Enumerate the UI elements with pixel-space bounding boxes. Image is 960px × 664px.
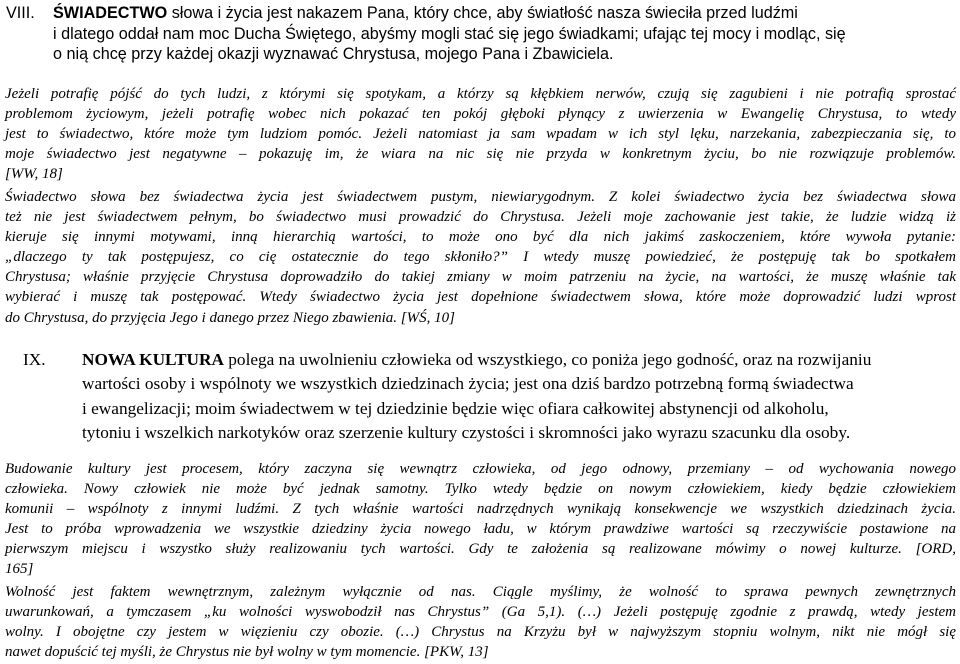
section-9-paragraph-1 bbox=[5, 459, 956, 580]
section-8-keyword: ŚWIADECTWO bbox=[53, 4, 168, 22]
paragraph-line: problemom życiowym, jeżeli potrafię wobec nich pokazać ten pokój głęboki płynący z uwierzenia w Ewangelię Chrystusa, to wtedy bbox=[5, 106, 956, 123]
section-9-heading-line-2: wartości osoby i wspólnoty we wszystkich dziedzinach życia; jest ona dziś bardzo potrzebną formą świadectwa bbox=[82, 374, 854, 394]
section-9-paragraph-2 bbox=[5, 582, 956, 662]
paragraph-line: moje świadectwo jest negatywne – pokazuję im, że wiara na nic się nie przyda w konkretnym życiu, bo nie rozwiązuje problemów. bbox=[5, 146, 956, 163]
paragraph-line: komunii – wspólnoty z innymi ludźmi. Z tych właśnie wartości nadrzędnych wynikają konsekwencje we wszystkich dziedzinach życia. bbox=[5, 501, 956, 518]
section-8-paragraph-2 bbox=[5, 187, 956, 328]
paragraph-line: 165] bbox=[5, 561, 34, 578]
paragraph-line: [WW, 18] bbox=[5, 166, 63, 183]
paragraph-line: „dlaczego ty tak postępujesz, co cię ostatecznie do tego skłoniło?” I wtedy muszę powiedzieć, że postępuję tak bo spotkałem bbox=[5, 249, 956, 266]
section-8-heading-line-3: o nią chcę przy każdej okazji wyznawać Chrystusa, mojego Pana i Zbawiciela. bbox=[53, 45, 614, 63]
paragraph-line: nawet dopuścić tej myśli, że Chrystus nie był wolny w tym momencie. [PKW, 13] bbox=[5, 644, 489, 661]
paragraph-line: Świadectwo słowa bez świadectwa życia jest świadectwem pustym, niewiarygodnym. Z kolei świadectwo życia bez świadectwa słowa bbox=[5, 189, 956, 205]
paragraph-line: człowieka. Nowy człowiek nie może być jednak samotny. Tylko wtedy będzie on nowym człowiekiem, kiedy będzie człowiekiem bbox=[5, 481, 956, 498]
paragraph-line: Budowanie kultury jest procesem, który zaczyna się wewnątrz człowieka, od jego odnowy, przemiany – od wychowania nowego bbox=[5, 461, 956, 477]
section-9-heading-line-1: NOWA KULTURA polega na uwolnieniu człowieka od wszystkiego, co poniża jego godność, oraz na rozwijaniu bbox=[82, 350, 872, 369]
section-9-heading-line-4: tytoniu i wszelkich narkotyków oraz szerzenie kultury czystości i skromności jako wyrazu szacunku dla osoby. bbox=[82, 423, 851, 443]
section-8-paragraph-1 bbox=[5, 84, 956, 184]
section-8-heading-text bbox=[53, 3, 953, 65]
paragraph-line: pierwszym miejscu i wszystko służy realizowaniu tych wartości. Gdy te założenia są realizowane mówimy o nowej kulturze. [ORD, bbox=[5, 541, 956, 558]
section-8-heading-line-2: i dlatego oddał nam moc Ducha Świętego, abyśmy mogli stać się jego świadkami; ufając tej mocy i modląc, się bbox=[53, 24, 846, 43]
section-9-heading-text bbox=[82, 348, 960, 446]
section-9-heading-line-3: i ewangelizacji; moim świadectwem w tej dziedzinie będzie więc ofiara całkowitej abstynencji od alkoholu, bbox=[82, 398, 829, 418]
section-9-keyword: NOWA KULTURA bbox=[82, 350, 224, 369]
section-8-heading-line-1: ŚWIADECTWO słowa i życia jest nakazem Pana, który chce, aby światłość nasza świeciła przed ludźmi bbox=[53, 4, 798, 22]
paragraph-line: wybierać i muszę tak postępować. Wtedy świadectwo życia jest dopełnione świadectwem słowa, które może doprowadzić ludzi wprost bbox=[5, 289, 956, 306]
paragraph-line: też nie jest świadectwem pełnym, bo świadectwo musi prowadzić do Chrystusa. Jeżeli moje zachowanie jest takie, że ludzie widzą iż bbox=[5, 209, 956, 226]
section-8-number: VIII. bbox=[6, 4, 35, 22]
paragraph-line: Wolność jest faktem wewnętrznym, zależnym wyłącznie od nas. Ciągle myślimy, że wolność to sprawa pewnych zewnętrznych bbox=[5, 584, 956, 600]
paragraph-line: uwarunkowań, a tymczasem „ku wolności wyswobodził nas Chrystus” (Ga 5,1). (…) Jeżeli postępuję zgodnie z prawdą, wtedy jestem bbox=[5, 604, 956, 621]
section-9-number: IX. bbox=[23, 350, 46, 369]
paragraph-line: wolny. I obojętne czy jestem w więzieniu czy obozie. (…) Chrystus na Krzyżu był w najwyższym stopniu wolnym, nikt nie mógł się bbox=[5, 624, 956, 641]
paragraph-line: jest to świadectwo, które może tym ludziom pomóc. Jeżeli natomiast ja sam wpadam w ich styl lęku, narzekania, zabezpieczania się, to bbox=[5, 126, 956, 143]
paragraph-line: do Chrystusa, do przyjęcia Jego i danego przez Niego zbawienia. [WŚ, 10] bbox=[5, 309, 455, 326]
paragraph-line: Jeżeli potrafię pójść do tych ludzi, z którymi się spotykam, a którzy są kłębkiem nerwów, czują się zagubieni i nie potrafią sprostać bbox=[5, 86, 956, 102]
paragraph-line: kieruje się innymi motywami, inną hierarchią wartości, to może ono być dla nich jakimś zaskoczeniem, które wywoła pytanie: bbox=[5, 229, 956, 246]
paragraph-line: Jest to próba wprowadzenia we wszystkie dziedziny życia nowego ładu, w którym prawdziwe wartości są rzeczywiście postawione na bbox=[5, 521, 956, 538]
paragraph-line: Chrystusa; właśnie przyjęcie Chrystusa doprowadziło do takiej zmiany w moim patrzeniu na życie, na wartości, że muszę właśnie tak bbox=[5, 269, 956, 286]
